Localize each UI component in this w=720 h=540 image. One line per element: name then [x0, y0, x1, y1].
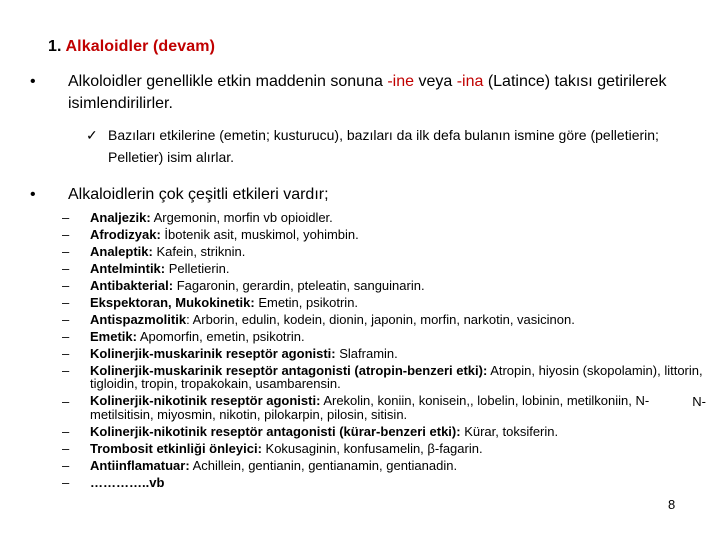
effect-value: Slaframin.	[335, 346, 398, 361]
effect-value: Emetin, psikotrin.	[254, 295, 359, 310]
list-item	[62, 260, 712, 277]
bullet-effects-text: Alkaloidlerin çok çeşitli etkileri vardır;	[68, 186, 329, 203]
list-item	[62, 457, 712, 474]
dash-marker: –	[62, 295, 70, 310]
list-item	[62, 362, 712, 393]
effect-label: Antiinflamatuar:	[90, 458, 190, 473]
effect-value: İbotenik asit, muskimol, yohimbin.	[160, 227, 359, 242]
page-number: 8	[668, 497, 676, 512]
suffix-ine: -ine	[387, 73, 414, 90]
effect-label: …………..vb	[90, 475, 165, 490]
bullet-naming-text	[68, 71, 700, 115]
title-number: 1.	[48, 38, 62, 55]
slide-title	[48, 38, 215, 56]
effect-label: Trombosit etkinliği önleyici:	[90, 441, 262, 456]
effect-value: Pelletierin.	[165, 261, 230, 276]
bullet-naming	[30, 71, 700, 115]
list-item	[62, 423, 712, 440]
list-item	[62, 440, 712, 457]
bullet-effects	[30, 184, 700, 206]
effects-list	[62, 209, 712, 491]
effect-label: Kolinerjik-nikotinik reseptör agonisti:	[90, 393, 321, 408]
effect-label: Analeptik:	[90, 244, 153, 259]
naming-text-c: (Latince) takısı getirilerek isimlendirilirler.	[68, 73, 667, 112]
list-item	[62, 277, 712, 294]
dash-marker: –	[62, 475, 70, 490]
list-item	[62, 294, 712, 311]
naming-text-a: Alkoloidler genellikle etkin maddenin sonuna	[68, 73, 388, 90]
bullet-marker: •	[30, 186, 36, 203]
effect-value: Arekolin, koniin, konisein,, lobelin, lobinin, metilkoniin, N-metilsitisin, miyosmin, nikotin, pilokarpin, pilosin, sitisin.	[90, 393, 650, 422]
list-item	[62, 474, 712, 491]
effect-label: Antibakterial:	[90, 278, 174, 293]
dash-marker: –	[62, 393, 70, 409]
list-item	[62, 311, 712, 328]
effect-label: Analjezik:	[90, 210, 151, 225]
dash-marker: –	[62, 261, 70, 276]
check-item	[86, 124, 696, 168]
effect-value: Kokusaginin, konfusamelin, β-fagarin.	[261, 441, 483, 456]
effect-value: Achillein, gentianin, gentianamin, gentianadin.	[189, 458, 458, 473]
effect-label: Kolinerjik-muskarinik reseptör antagonisti (atropin-benzeri etki):	[90, 362, 488, 378]
dash-marker: –	[62, 312, 70, 327]
effect-value: Kafein, striknin.	[152, 244, 246, 259]
effect-label: Afrodizyak:	[90, 227, 161, 242]
list-item	[62, 209, 712, 226]
effect-label: Emetik:	[90, 329, 137, 344]
naming-text-b: veya	[414, 73, 457, 90]
dash-marker: –	[62, 278, 70, 293]
effect-value: Kürar, toksiferin.	[460, 424, 559, 439]
list-item	[62, 345, 712, 362]
dash-marker: –	[62, 363, 70, 378]
effect-label: Kolinerjik-nikotinik reseptör antagonisti (kürar-benzeri etki):	[90, 424, 461, 439]
check-item-text: Bazıları etkilerine (emetin; kusturucu), bazıları da ilk defa bulanın ismine göre (pelletierin; Pelletier) isim alırlar.	[108, 127, 659, 165]
list-item	[62, 226, 712, 243]
suffix-ina: -ina	[456, 73, 484, 90]
effect-value: Apomorfin, emetin, psikotrin.	[136, 329, 305, 344]
dash-marker: –	[62, 424, 70, 439]
effect-value: Atropin, hiyosin (skopolamin), littorin, tigloidin, tropin, tropakokain, usambarensin.	[90, 362, 703, 391]
list-item	[62, 243, 712, 260]
dash-marker: –	[62, 210, 70, 225]
dash-marker: –	[62, 441, 70, 456]
dash-marker: –	[62, 244, 70, 259]
list-item	[62, 393, 712, 424]
effect-label: Kolinerjik-muskarinik reseptör agonisti:	[90, 346, 336, 361]
effect-value: Fagaronin, gerardin, pteleatin, sanguinarin.	[173, 278, 425, 293]
effect-value: : Arborin, edulin, kodein, dionin, japonin, morfin, narkotin, vasicinon.	[186, 312, 575, 327]
effect-label: Antelmintik:	[90, 261, 166, 276]
dash-marker: –	[62, 346, 70, 361]
check-icon: ✓	[86, 127, 98, 143]
effect-value: Argemonin, morfin vb opioidler.	[150, 210, 333, 225]
dash-marker: –	[62, 227, 70, 242]
effect-label: Antispazmolitik	[90, 312, 187, 327]
list-item	[62, 328, 712, 345]
dash-marker: –	[62, 329, 70, 344]
effect-label: Ekspektoran, Mukokinetik:	[90, 295, 255, 310]
dash-marker: –	[62, 458, 70, 473]
effect-tail: N-	[692, 393, 706, 409]
bullet-marker: •	[30, 73, 36, 90]
title-text: Alkaloidler (devam)	[65, 38, 216, 55]
